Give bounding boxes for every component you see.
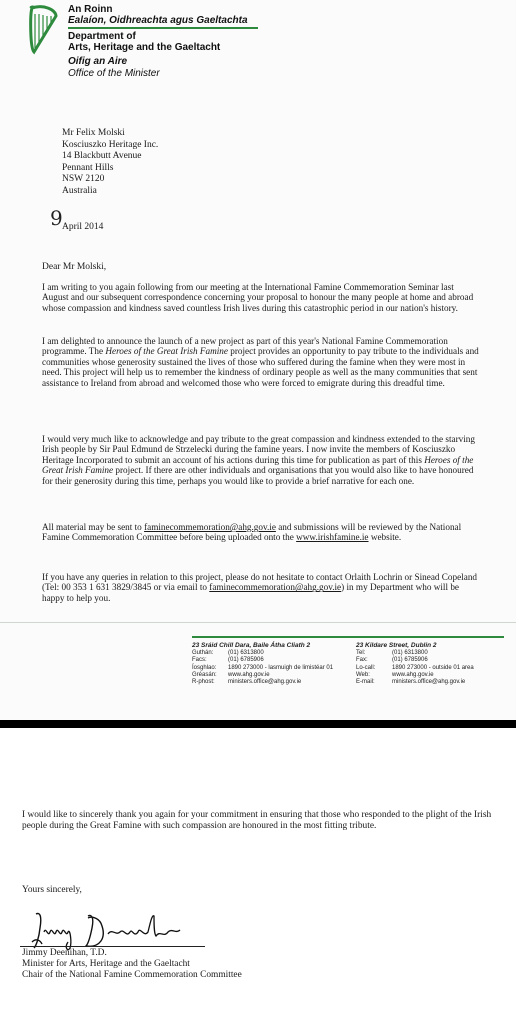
footer-label: Facs: bbox=[192, 657, 207, 664]
paragraph-5 bbox=[42, 572, 482, 603]
footer-label: Lo-call: bbox=[356, 664, 376, 671]
footer-row bbox=[356, 679, 510, 686]
email-link[interactable]: faminecommemoration@ahg.gov.ie bbox=[209, 582, 342, 593]
footer-row bbox=[356, 657, 510, 664]
footer-row bbox=[192, 665, 346, 672]
footer-label: E-mail: bbox=[356, 679, 375, 686]
signature-line bbox=[20, 946, 205, 947]
text-run: project provides an opportunity to pay tribute to the individuals and communities whose generosity sustained the lives of those who suffered during the famine when they were most in need. This project will help us to remember the kindness of ordinary people as well as the many communities that sent assistance to Ireland from abroad and welcomed those who were forced to emigrate during this dreadful time. bbox=[42, 346, 479, 388]
footer-value: www.ahg.gov.ie bbox=[392, 671, 434, 678]
letterhead-office-irish: Oifig an Aire bbox=[68, 56, 128, 67]
recipient-line: 14 Blackbutt Avenue bbox=[62, 151, 142, 161]
email-link[interactable]: faminecommemoration@ahg.gov.ie bbox=[144, 522, 276, 532]
closing-paragraph: I would like to sincerely thank you again for your commitment in ensuring that those who responded to the plight of the Irish people during the Great Famine with such compassion are honoured in the most fitting tribute. bbox=[22, 810, 492, 831]
footer-row bbox=[192, 650, 346, 657]
recipient-line: Australia bbox=[62, 185, 97, 196]
recipient-line: NSW 2120 bbox=[62, 174, 105, 184]
footer-value: ministers.office@ahg.gov.ie bbox=[392, 679, 466, 686]
footer-label: Tel: bbox=[356, 650, 366, 657]
sign-off: Yours sincerely, bbox=[22, 885, 82, 895]
page-fold-line bbox=[0, 622, 516, 623]
paragraph-2 bbox=[42, 336, 482, 388]
footer-label: Guthán: bbox=[192, 650, 214, 657]
footer-row bbox=[192, 657, 346, 664]
text-run: ) in my Department who will be happy to help you. bbox=[42, 582, 460, 603]
footer-row bbox=[356, 672, 510, 679]
recipient-address bbox=[62, 128, 158, 197]
paragraph-1: I am writing to you again following from our meeting at the International Famine Commemoration Seminar last August and our subsequent correspondence concerning your proposal to honour the many people at home and abroad whose compassion and kindness saved countless Irish lives during this catastrophic period in our nation's history. bbox=[42, 282, 474, 313]
text-run: I would very much like to acknowledge and pay tribute to the great compassion and kindness extended to the starving Irish people by Sir Paul Edmund de Strzelecki during the famine years. I now invite the members of Kosciuszko Heritage Incorporated to submit an account of his actions during this time for publication as part of this bbox=[42, 434, 475, 465]
footer-label: Gréasán: bbox=[192, 671, 217, 678]
footer-label: Íosghlao: bbox=[192, 664, 217, 671]
footer-value: ministers.office@ahg.gov.ie bbox=[228, 679, 302, 686]
text-run: All material may be sent to bbox=[42, 522, 145, 532]
footer-row bbox=[356, 650, 510, 657]
signatory-role: Chair of the National Famine Commemoration Committee bbox=[22, 970, 242, 980]
signatory-block bbox=[22, 948, 242, 981]
paragraph-4 bbox=[42, 522, 482, 543]
letter-date: April 2014 bbox=[62, 222, 104, 232]
footer-value: (01) 6313800 bbox=[228, 650, 264, 657]
footer-value: www.ahg.gov.ie bbox=[228, 671, 270, 678]
footer-value: (01) 6785906 bbox=[228, 657, 264, 664]
footer-value: 1890 273000 - outside 01 area bbox=[392, 664, 474, 671]
harp-emblem-icon bbox=[26, 4, 60, 56]
footer-value: (01) 6313800 bbox=[392, 650, 428, 657]
letterhead-divider bbox=[68, 27, 258, 29]
footer-irish-address bbox=[192, 642, 346, 686]
text-run: website. bbox=[368, 532, 402, 543]
letter-page-2 bbox=[0, 728, 516, 1024]
footer-value: 1890 273000 - lasmuigh de limistéar 01 bbox=[228, 664, 334, 671]
letterhead-english-dept: Department of bbox=[68, 31, 136, 42]
project-title-italic: Heroes of the Great Irish Famine bbox=[42, 454, 474, 476]
project-title-italic: Heroes of the Great Irish Famine bbox=[105, 346, 228, 357]
text-run: I am delighted to announce the launch of a new project as part of this year's National Famine Commemoration programme. The bbox=[42, 336, 448, 357]
signatory-name: Jimmy Deenihan, T.D. bbox=[22, 948, 107, 958]
recipient-line: Mr Felix Molski bbox=[62, 128, 125, 138]
footer-address-title: 23 Kildare Street, Dublin 2 bbox=[356, 642, 437, 649]
text-run: If you have any queries in relation to this project, please do not hesitate to contact Orlaith Lochrin or Sinead Copeland (Tel: 00 353 1 631 3829/3845 or via email to bbox=[42, 572, 478, 593]
letterhead-irish-dept: An Roinn bbox=[68, 4, 113, 15]
signatory-title: Minister for Arts, Heritage and the Gaeltacht bbox=[22, 959, 190, 969]
text-run: and submissions will be reviewed by the National Famine Commemoration Committee before being uploaded onto the bbox=[42, 522, 462, 543]
text-run: project. If there are other individuals and organisations that you would also like to have honoured for their generosity during this time, perhaps you would like to provide a brief narrative for each one. bbox=[42, 465, 474, 486]
footer-english-address bbox=[356, 642, 510, 686]
handwritten-date-day: 9 bbox=[50, 206, 63, 230]
footer-label: Web: bbox=[356, 671, 370, 678]
website-link[interactable]: www.irishfamine.ie bbox=[296, 532, 369, 543]
recipient-line: Kosciuszko Heritage Inc. bbox=[62, 139, 159, 150]
footer-row bbox=[192, 679, 346, 686]
footer-label: R-phost: bbox=[192, 679, 215, 686]
salutation: Dear Mr Molski, bbox=[42, 262, 107, 272]
paragraph-3 bbox=[42, 434, 482, 486]
page-separator bbox=[0, 720, 516, 728]
footer-address-title: 23 Sráid Chill Dara, Baile Átha Cliath 2 bbox=[192, 642, 311, 649]
letterhead-office-english: Office of the Minister bbox=[68, 68, 160, 79]
letterhead-irish-dept-name: Ealaíon, Oidhreachta agus Gaeltachta bbox=[68, 15, 248, 26]
footer-divider bbox=[192, 636, 504, 638]
footer-value: (01) 6785906 bbox=[392, 657, 428, 664]
recipient-line: Pennant Hills bbox=[62, 162, 114, 173]
letterhead-english-dept-name: Arts, Heritage and the Gaeltacht bbox=[68, 42, 221, 53]
footer-label: Fax: bbox=[356, 657, 368, 664]
footer-row bbox=[192, 672, 346, 679]
footer-row bbox=[356, 665, 510, 672]
